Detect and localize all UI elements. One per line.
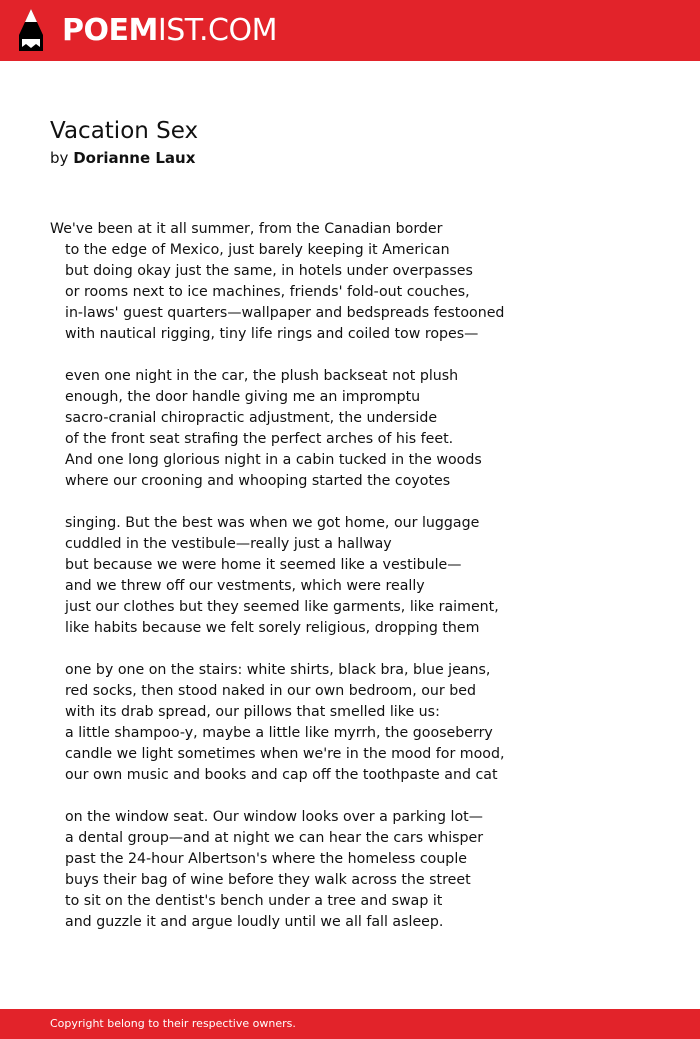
- site-header: [0, 0, 700, 61]
- poem-line: past the 24-hour Albertson's where the homeless couple: [65, 851, 467, 867]
- poem-line: but because we were home it seemed like a vestibule—: [65, 557, 462, 573]
- poem-line: sacro-cranial chiropractic adjustment, the underside: [65, 410, 438, 426]
- poem-line: on the window seat. Our window looks over a parking lot—: [65, 809, 483, 825]
- stanza-break: [50, 492, 650, 513]
- poem-line: just our clothes but they seemed like garments, like raiment,: [65, 599, 499, 615]
- poem-line: even one night in the car, the plush backseat not plush: [65, 368, 459, 384]
- poem-line: a dental group—and at night we can hear the cars whisper: [65, 830, 484, 846]
- pencil-tip-icon: [18, 9, 44, 51]
- poem-line: but doing okay just the same, in hotels under overpasses: [65, 263, 473, 279]
- poem-line: in-laws' guest quarters—wallpaper and bedspreads festooned: [65, 305, 505, 321]
- poem-body: [50, 219, 650, 933]
- copyright-text: Copyright belong to their respective owners.: [50, 1017, 296, 1030]
- poem-line: and we threw off our vestments, which were really: [65, 578, 425, 594]
- poem-line: And one long glorious night in a cabin tucked in the woods: [65, 452, 482, 468]
- poem-line: our own music and books and cap off the toothpaste and cat: [65, 767, 498, 783]
- poem-line: buys their bag of wine before they walk across the street: [65, 872, 471, 888]
- poem-line: cuddled in the vestibule—really just a hallway: [65, 536, 392, 552]
- poem-line: and guzzle it and argue loudly until we all fall asleep.: [65, 914, 444, 930]
- poem-line: We've been at it all summer, from the Canadian border: [50, 221, 443, 237]
- stanza-break: [50, 786, 650, 807]
- poem-line: red socks, then stood naked in our own bedroom, our bed: [65, 683, 476, 699]
- poem-line: one by one on the stairs: white shirts, black bra, blue jeans,: [65, 662, 491, 678]
- site-logo[interactable]: [62, 11, 277, 51]
- poem-line: with its drab spread, our pillows that smelled like us:: [65, 704, 440, 720]
- logo-bold-text: POEM: [62, 13, 158, 48]
- poem-line: singing. But the best was when we got home, our luggage: [65, 515, 480, 531]
- poem-byline: [50, 148, 195, 168]
- poem-line: a little shampoo-y, maybe a little like myrrh, the gooseberry: [65, 725, 493, 741]
- poem-line: where our crooning and whooping started the coyotes: [65, 473, 451, 489]
- site-footer: [0, 1009, 700, 1039]
- poem-line: or rooms next to ice machines, friends' fold-out couches,: [65, 284, 470, 300]
- poem-line: like habits because we felt sorely religious, dropping them: [65, 620, 480, 636]
- logo-light-text: IST.COM: [157, 13, 277, 48]
- poem-title: Vacation Sex: [50, 118, 199, 144]
- poem-line: with nautical rigging, tiny life rings and coiled tow ropes—: [65, 326, 479, 342]
- poem-line: of the front seat strafing the perfect arches of his feet.: [65, 431, 454, 447]
- by-label: by: [50, 149, 69, 167]
- author-name: Dorianne Laux: [73, 149, 196, 167]
- poem-line: to sit on the dentist's bench under a tree and swap it: [65, 893, 443, 909]
- poem-line: enough, the door handle giving me an impromptu: [65, 389, 421, 405]
- stanza-break: [50, 639, 650, 660]
- poem-line: candle we light sometimes when we're in the mood for mood,: [65, 746, 505, 762]
- stanza-break: [50, 345, 650, 366]
- poem-line: to the edge of Mexico, just barely keeping it American: [65, 242, 450, 258]
